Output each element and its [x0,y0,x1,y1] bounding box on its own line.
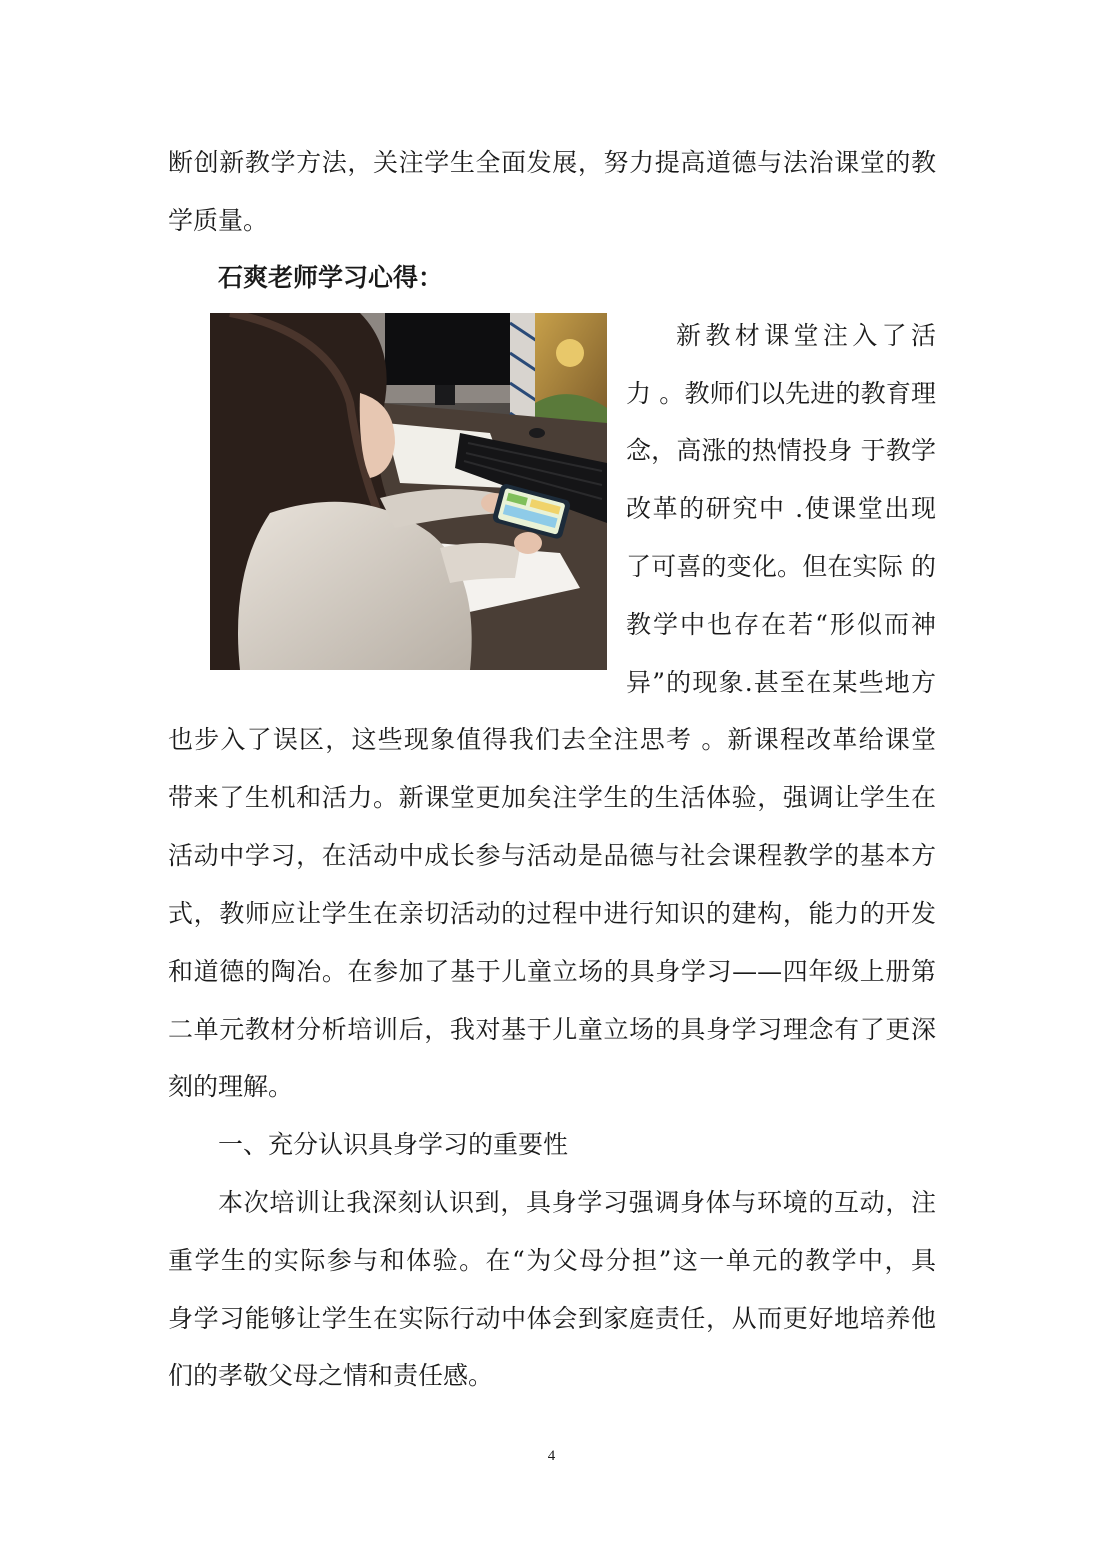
paragraph-line: 重学生的实际参与和体验。在“为父母分担”这一单元的教学中，具 [168,1246,936,1275]
paragraph-line: 刻的理解。 [168,1072,294,1101]
wrapped-line: 教学中也存在若“形似而神 [626,610,936,639]
photo-illustration [210,313,607,670]
paragraph-line: 本次培训让我深刻认识到，具身学习强调身体与环境的互动，注 [218,1188,936,1217]
paragraph-line: 带来了生机和活力。新课堂更加矣注学生的生活体验，强调让学生在 [168,783,936,812]
wrapped-line: 了可喜的变化。但在实际 的 [626,552,936,581]
page-number: 4 [547,1448,556,1464]
paragraph-line: 式，教师应让学生在亲切活动的过程中进行知识的建构，能力的开发 [168,899,936,928]
paragraph-line: 也步入了误区，这些现象值得我们去全注思考 。新课程改革给课堂 [168,725,936,754]
paragraph-line: 们的孝敬父母之情和责任感。 [168,1361,494,1390]
wrapped-line: 新教材课堂注入了活 [676,321,936,350]
wrapped-line: 改革的研究中 .使课堂出现 [626,494,936,523]
wrapped-line: 异”的现象.甚至在某些地方 [626,668,936,697]
paragraph-line: 学质量。 [168,206,269,235]
paragraph-line: 身学习能够让学生在实际行动中体会到家庭责任，从而更好地培养他 [168,1304,936,1333]
paragraph-line: 和道德的陶冶。在参加了基于儿童立场的具身学习——四年级上册第 [168,957,936,986]
wrapped-line: 念，高涨的热情投身 于教学 [626,436,936,465]
section-heading-teacher: 石爽老师学习心得： [218,263,444,292]
paragraph-line: 活动中学习，在活动中成长参与活动是品德与社会课程教学的基本方 [168,841,936,870]
wrapped-line: 力 。教师们以先进的教育理 [626,379,936,408]
paragraph-line: 断创新教学方法，关注学生全面发展，努力提高道德与法治课堂的教 [168,148,936,177]
paragraph-line: 二单元教材分析培训后，我对基于儿童立场的具身学习理念有了更深 [168,1015,936,1044]
teacher-photo [210,313,607,670]
subsection-heading: 一、充分认识具身学习的重要性 [218,1130,569,1159]
